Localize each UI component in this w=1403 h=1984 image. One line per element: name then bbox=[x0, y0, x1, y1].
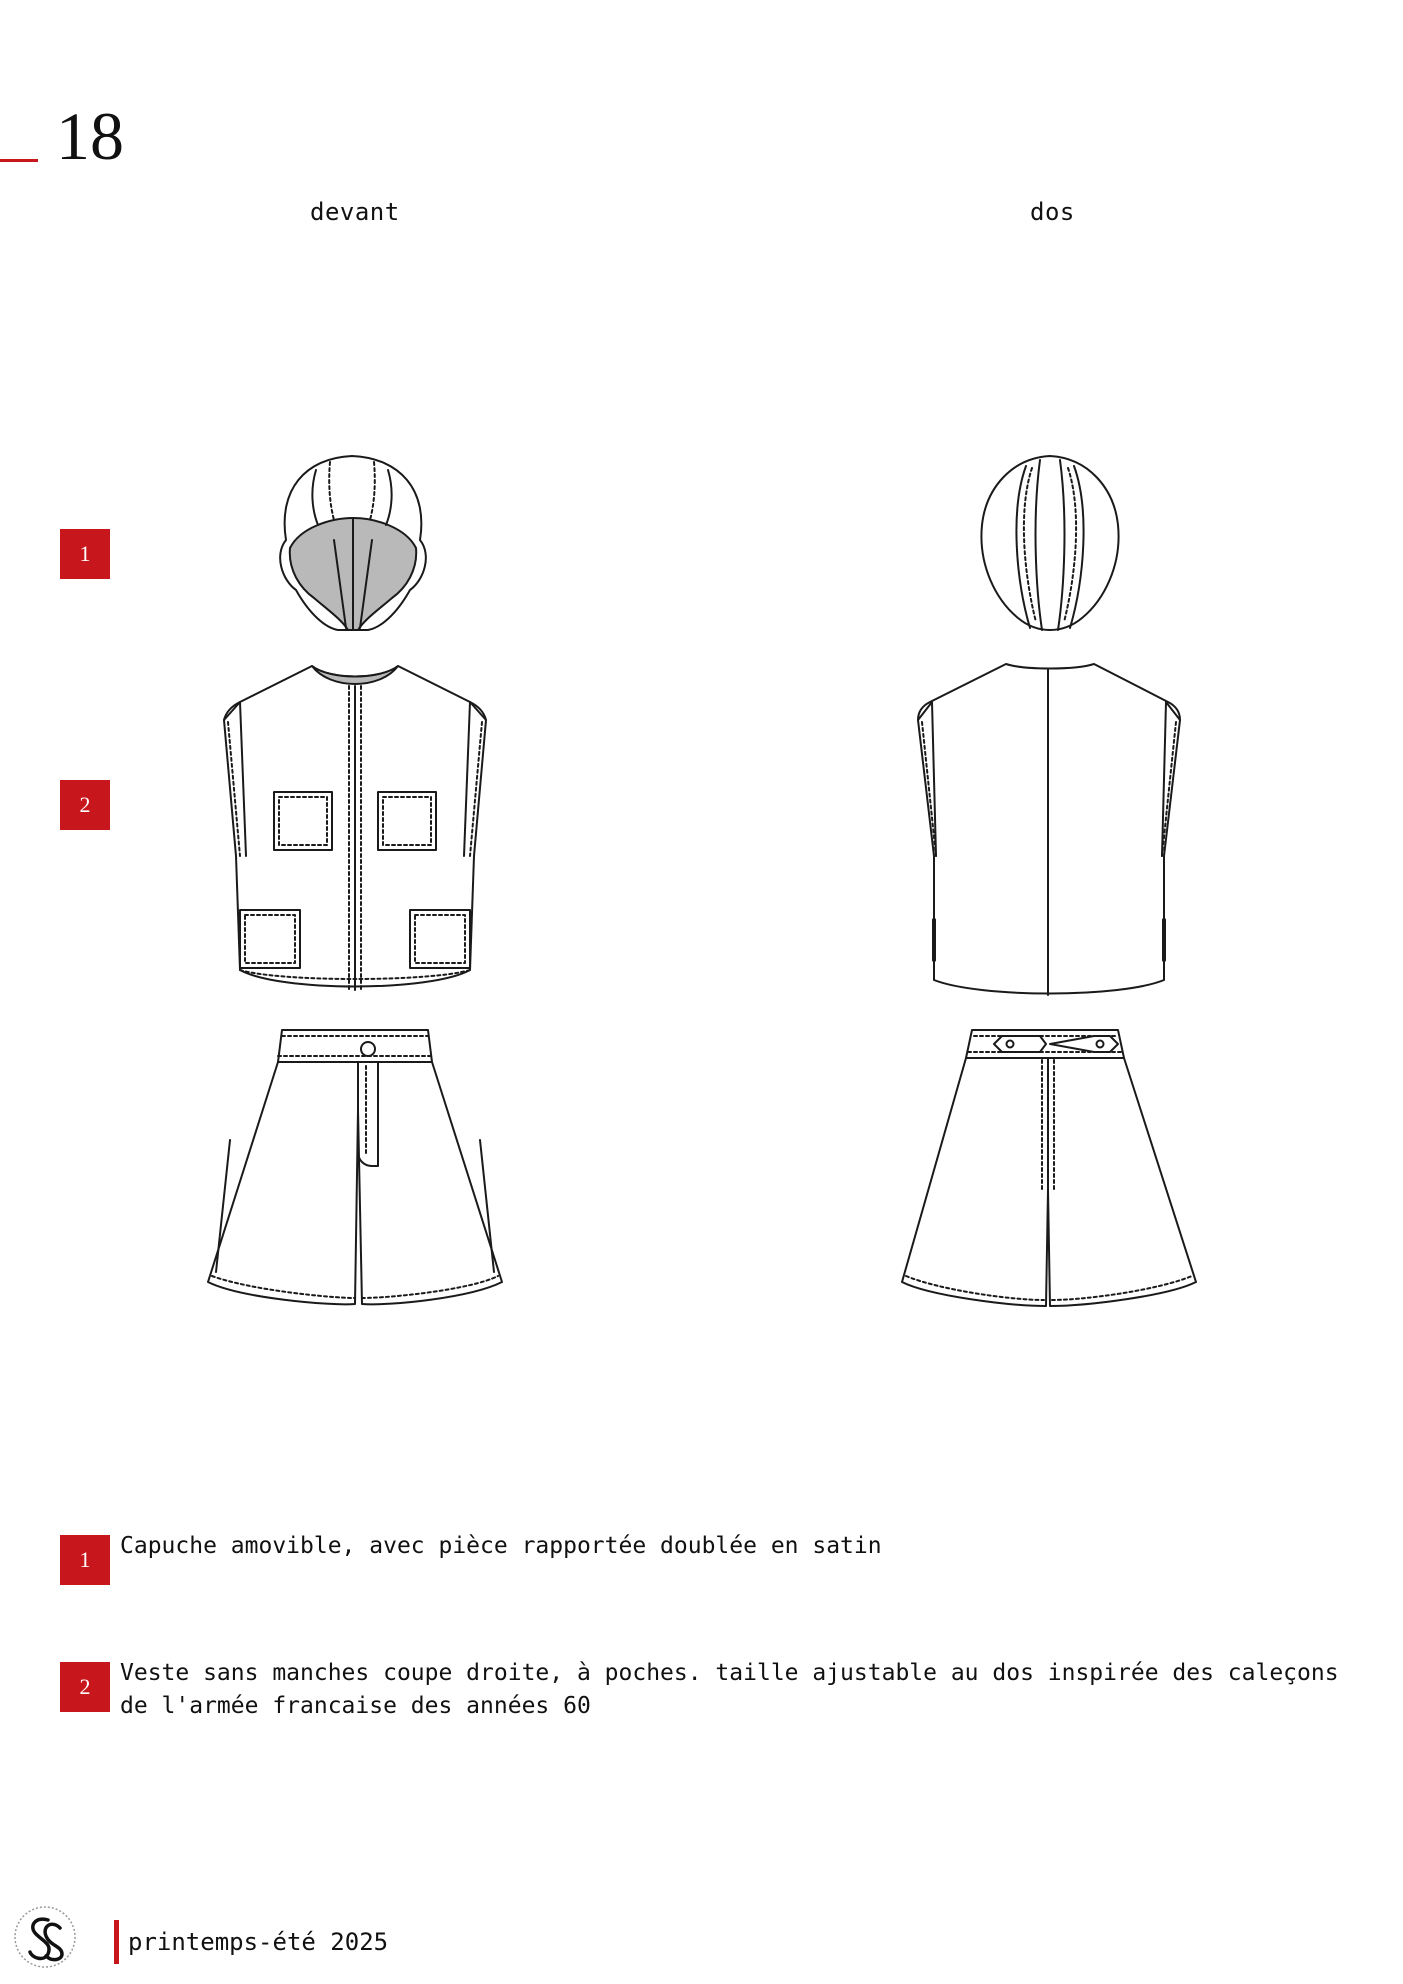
page-number: 18 bbox=[56, 98, 124, 174]
marker-vest: 2 bbox=[60, 780, 110, 830]
hood-front-flat bbox=[280, 456, 426, 630]
shorts-back-flat bbox=[902, 1030, 1196, 1306]
hood-back-flat bbox=[981, 456, 1118, 630]
view-label-back: dos bbox=[1030, 198, 1075, 226]
note-marker-1: 1 bbox=[60, 1535, 110, 1585]
footer-season: printemps-été 2025 bbox=[128, 1928, 389, 1956]
shorts-front-flat bbox=[208, 1030, 502, 1304]
note-marker-2: 2 bbox=[60, 1662, 110, 1712]
vest-front-flat bbox=[224, 666, 486, 990]
marker-hood: 1 bbox=[60, 529, 110, 579]
footer-accent-bar bbox=[114, 1920, 119, 1964]
note-vest-description: Veste sans manches coupe droite, à poches. taille ajustable au dos inspirée des caleçons de l'armée francaise des années 60 bbox=[120, 1660, 1339, 1719]
note-hood-description: Capuche amovible, avec pièce rapportée doublée en satin bbox=[120, 1533, 882, 1559]
vest-back-flat bbox=[918, 664, 1180, 995]
brand-logo bbox=[12, 1904, 78, 1970]
view-label-front: devant bbox=[310, 198, 400, 226]
